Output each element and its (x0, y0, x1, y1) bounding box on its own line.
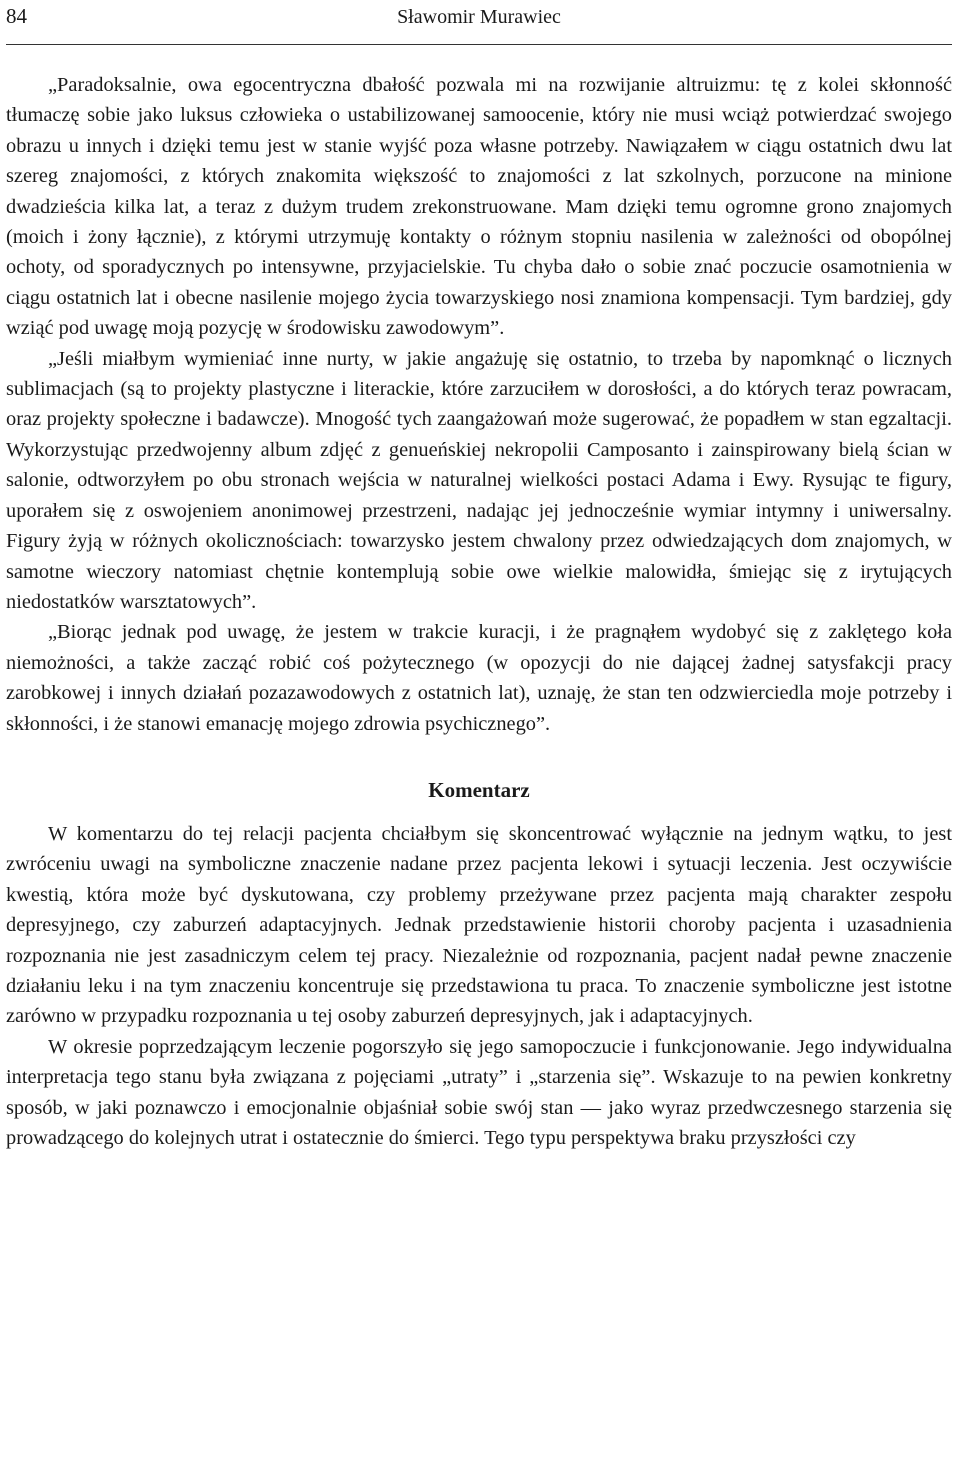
quote-paragraph-2: „Jeśli miałbym wymieniać inne nurty, w jakie angażuję się ostatnio, to trzeba by napomknąć o licznych sublimacjach (są to projekty plastyczne i literackie, które zarzuciłem w dorosłości, a do których teraz powracam, oraz projekty społeczne i badawcze). Mnogość tych zaangażowań może sugerować, że popadłem w stan egzaltacji. Wykorzystując przedwojenny album zdjęć z genueńskiej nekropolii Camposanto i zainspirowany bielą ścian w salonie, odtworzyłem po obu stronach wejścia w naturalnej wielkości postaci Adama i Ewy. Rysując te figury, uporałem się z oswojeniem anonimowej przestrzeni, nadając jej jednocześnie wymiar intymny i uniwersalny. Figury żyją w różnych okolicznościach: towarzysko jestem chwalony przez odwiedzających dom znajomych, w samotne wieczory natomiast chętnie kontemplują sobie owe wielkie malowidła, śmiejąc się z irytujących niedostatków warsztatowych”. (6, 347, 952, 613)
commentary-paragraph-2: W okresie poprzedzającym leczenie pogorszyło się jego samopoczucie i funkcjonowanie. Jego indywidualna interpretacja tego stanu była związana z pojęciami „utraty” i „starzenia się”. Wskazuje to na pewien konkretny sposób, w jaki poznawczo i emocjonalnie objaśniał sobie swój stan — jako wyraz przedwczesnego starzenia się prowadzącego do kolejnych utrat i ostatecznie do śmierci. Tego typu perspektywa braku przyszłości czy (6, 1035, 952, 1149)
running-head-author: Sławomir Murawiec (397, 6, 561, 28)
page-header (6, 0, 952, 45)
page-body (6, 70, 952, 1153)
section-heading: Komentarz (428, 777, 530, 802)
commentary-paragraph-1: W komentarzu do tej relacji pacjenta chciałbym się skoncentrować wyłącznie na jednym wątku, to jest zwróceniu uwagi na symboliczne znaczenie nadane przez pacjenta lekowi i sytuacji leczenia. Jest oczywiście kwestią, która może być dyskutowana, czy problemy przeżywane przez pacjenta mają charakter zespołu depresyjnego, czy zaburzeń adaptacyjnych. Jednak przedstawienie historii choroby pacjenta i uzasadnienia rozpoznania nie jest zasadniczym celem tej pracy. Niezależnie od rozpoznania, pacjent nadał pewne znaczenie działaniu leku i na tym znaczeniu koncentruje się przedstawiona tu praca. To znaczenie symboliczne jest istotne zarówno w przypadku rozpoznania u tej osoby zaburzeń depresyjnych, jak i adaptacyjnych. (6, 822, 952, 1028)
quote-paragraph-1: „Paradoksalnie, owa egocentryczna dbałość pozwala mi na rozwijanie altruizmu: tę z kolei skłonność tłumaczę sobie jako luksus człowieka o ustabilizowanej samoocenie, który nie musi wciąż potwierdzać swojego obrazu u innych i dzięki temu jest w stanie wyjść poza własne potrzeby. Nawiązałem w ciągu ostatnich dwu lat szereg znajomości, z których znakomita większość to znajomości z lat szkolnych, porzucone na minione dwadzieścia kilka lat, a teraz z dużym trudem zrekonstruowane. Mam dzięki temu ogromne grono znajomych (moich i żony łącznie), z którymi utrzymuję kontakty o różnym stopniu nasilenia w zależności od obopólnej ochoty, od sporadycznych po intensywne, przyjacielskie. Tu chyba dało o sobie znać poczucie osamotnienia w ciągu ostatnich lat i obecne nasilenie mojego życia towarzyskiego nosi znamiona kompensacji. Tym bardziej, gdy wziąć pod uwagę moją pozycję w środowisku zawodowym”. (6, 74, 952, 340)
page-number: 84 (6, 4, 27, 28)
quote-paragraph-3: „Biorąc jednak pod uwagę, że jestem w trakcie kuracji, i że pragnąłem wydobyć się z zaklętego koła niemożności, a także zacząć robić coś pożytecznego (w opozycji do nie dającej żadnej satysfakcji pracy zarobkowej i innych działań pozazawodowych z ostatnich lat), uznaję, że stan ten odzwierciedla moje potrzeby i skłonności, i że stanowi emanację mojego zdrowia psychicznego”. (6, 621, 952, 735)
